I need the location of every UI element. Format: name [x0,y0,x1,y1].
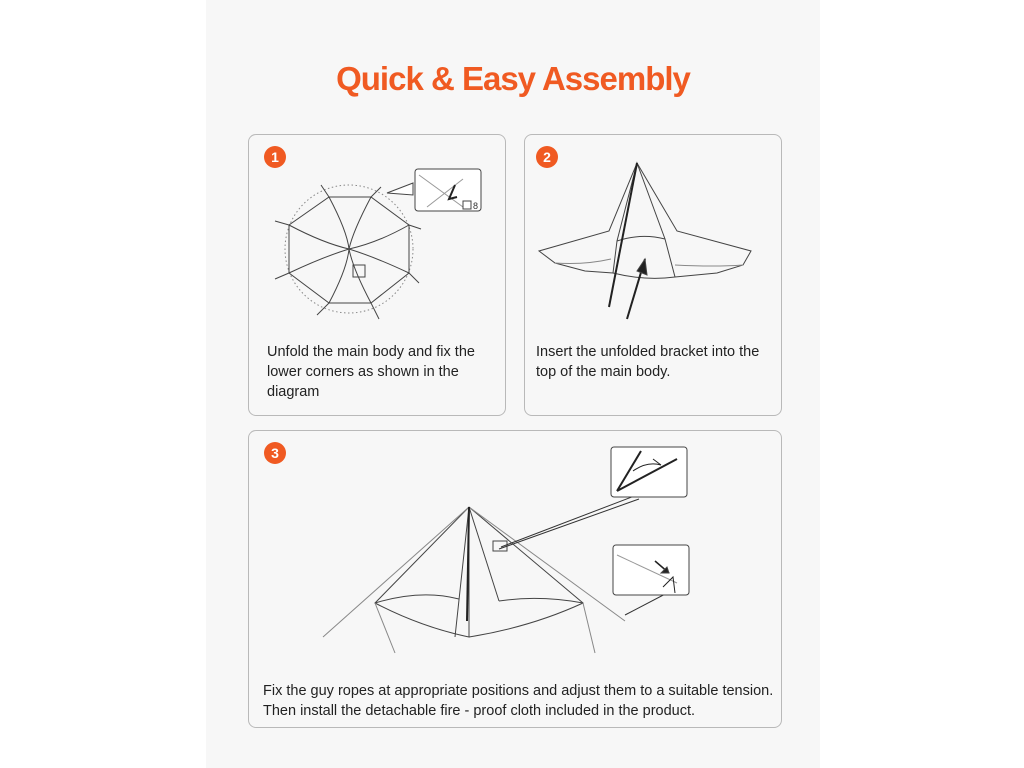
step-2-badge: 2 [536,146,558,168]
step-2-text: Insert the unfolded bracket into the top of the main body. [536,344,760,380]
step-1-detail-label: 8 [473,201,479,211]
step-1-diagram [249,135,507,335]
step-2-card [524,134,782,416]
step-1-text: Unfold the main body and fix the lower corners as shown in the diagram [267,344,475,400]
step-3-card [248,430,782,728]
step-3-text: Fix the guy ropes at appropriate positions and adjust them to a suitable tension. Then install the detachable fire - proof cloth included in the product. [263,683,774,719]
step-1-badge: 1 [264,146,286,168]
step-3-badge: 3 [264,442,286,464]
step-1-card [248,134,506,416]
page-title: Quick & Easy Assembly [336,60,690,97]
step-2-diagram [525,135,783,335]
step-3-diagram [249,431,783,671]
